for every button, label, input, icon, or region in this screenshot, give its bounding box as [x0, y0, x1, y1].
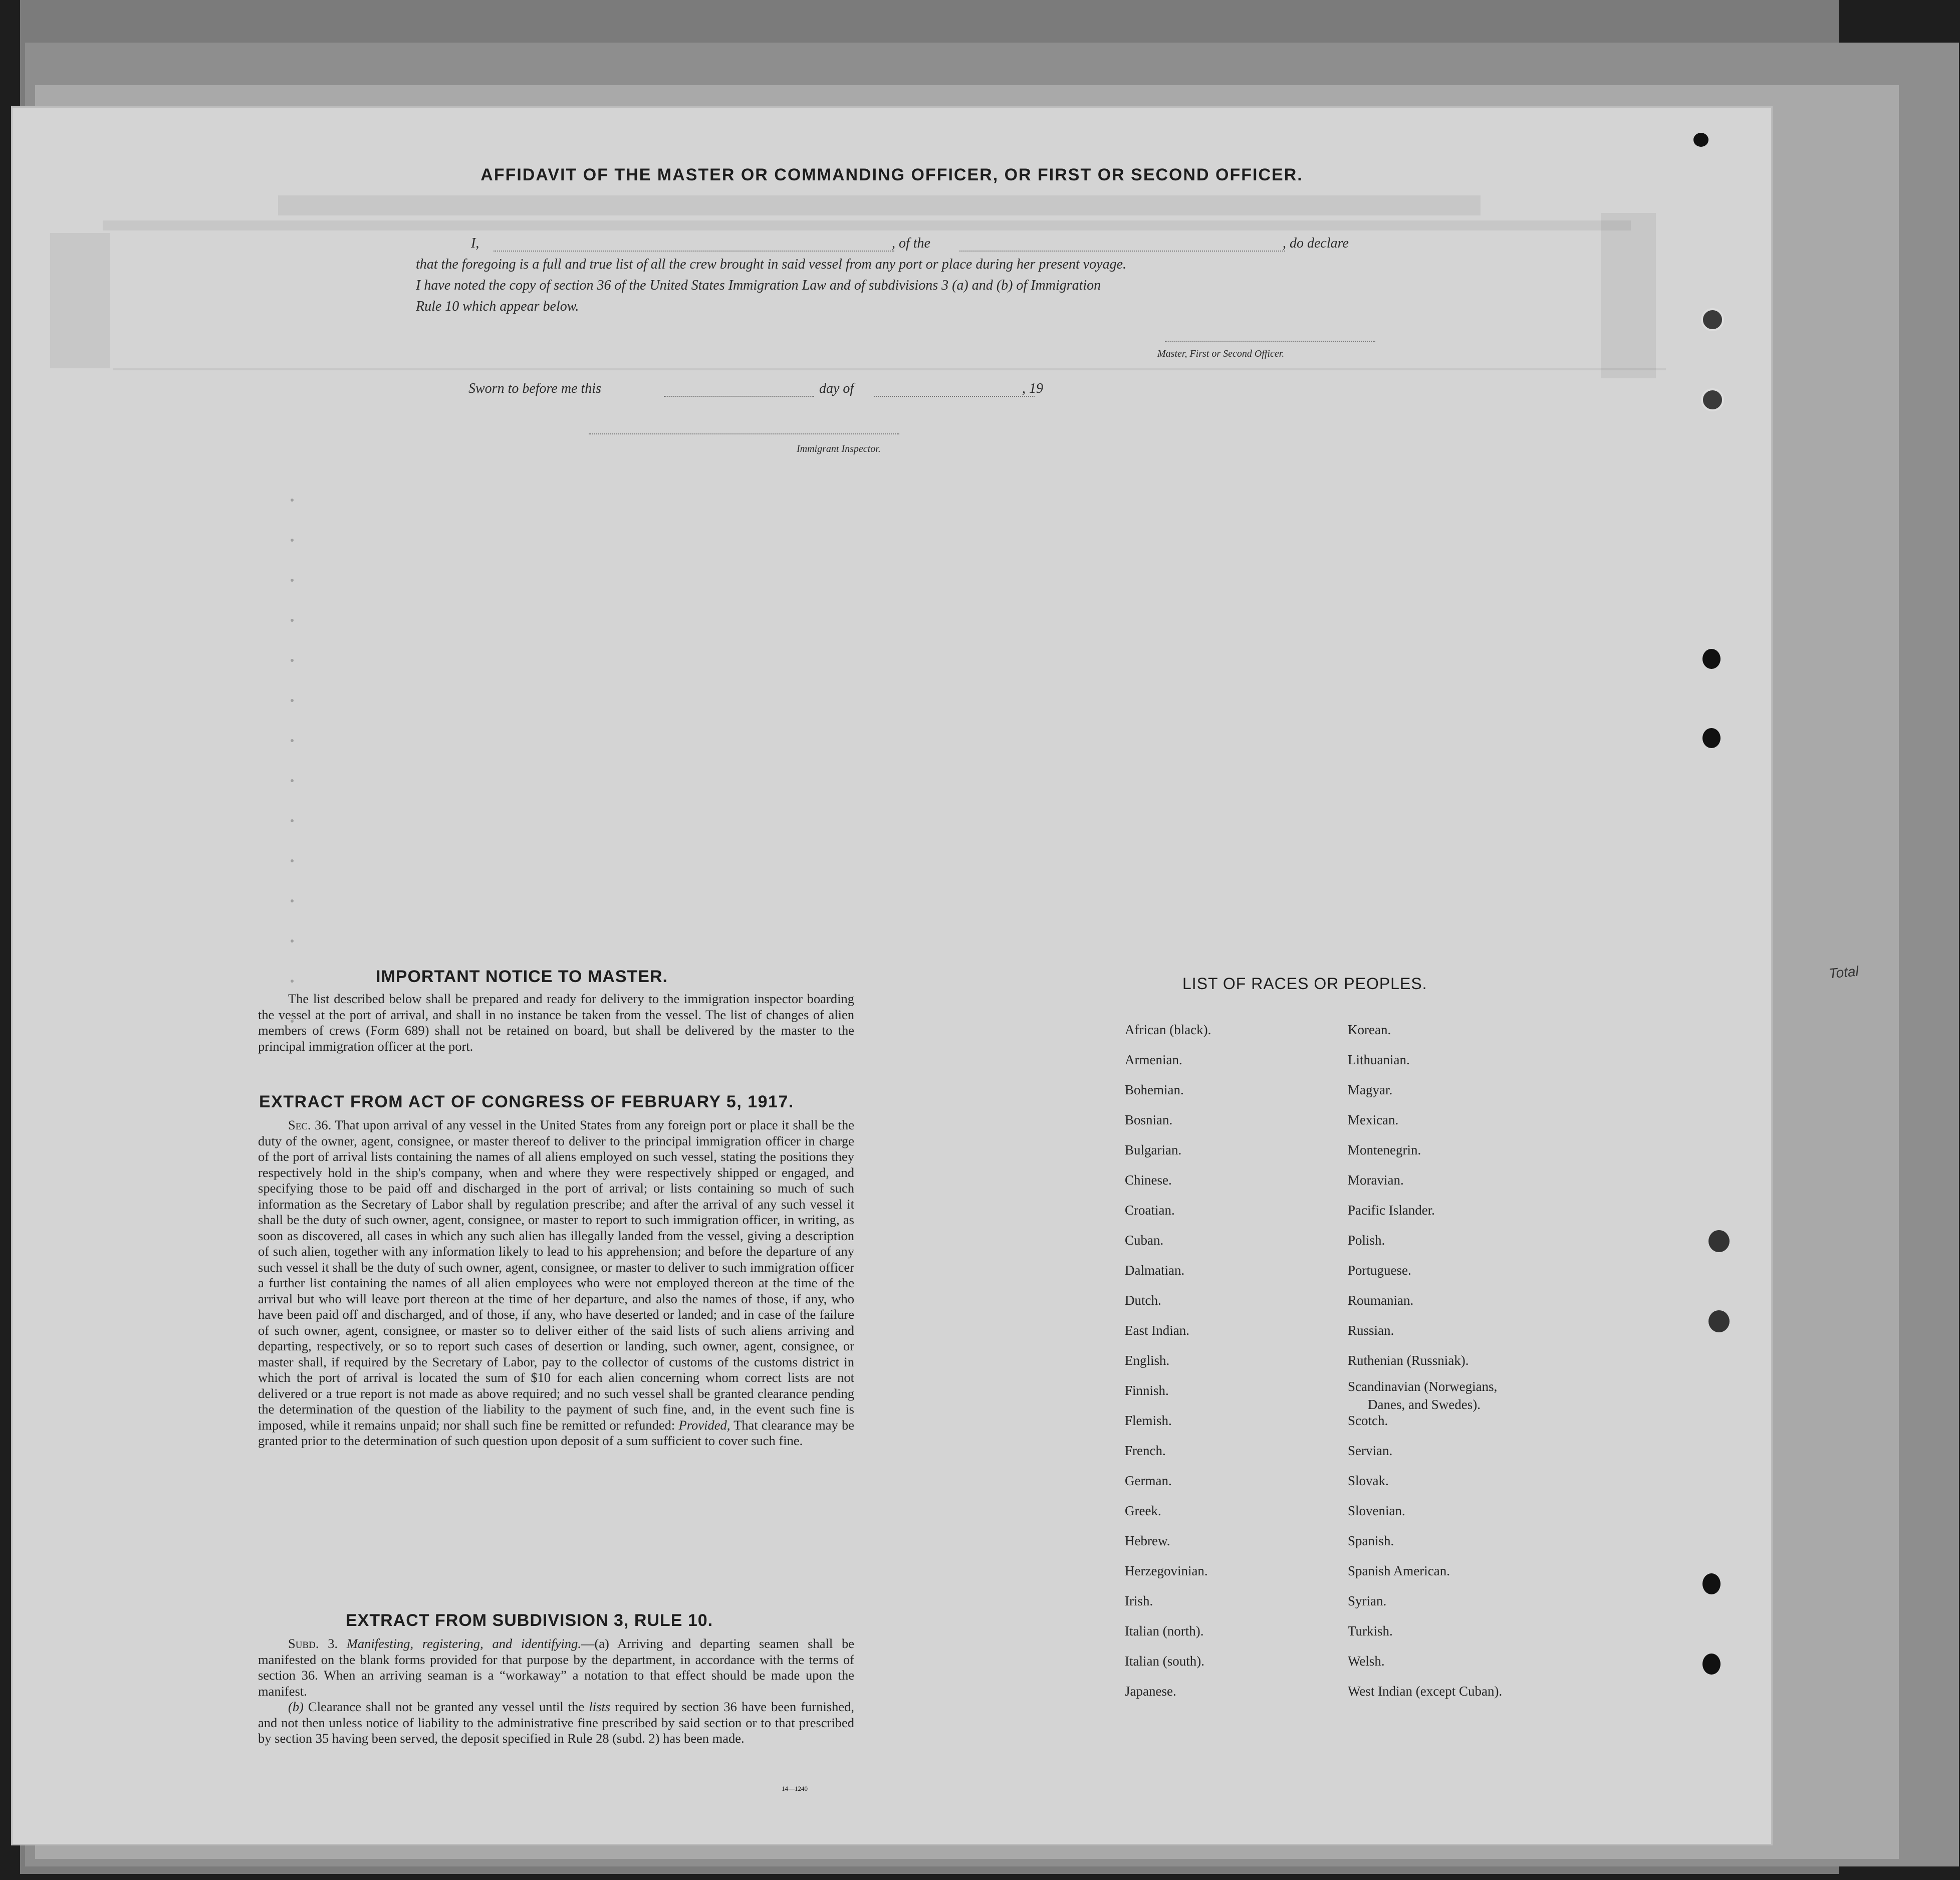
sec-label: Sec. 36.	[288, 1117, 332, 1132]
race-item: Cuban.	[1125, 1233, 1164, 1248]
form-page	[13, 108, 1771, 1844]
race-item: Portuguese.	[1348, 1263, 1411, 1278]
race-item: Mexican.	[1348, 1112, 1399, 1127]
ghost-dot	[291, 739, 294, 742]
race-item: Magyar.	[1348, 1082, 1393, 1097]
ghost-dot	[291, 859, 294, 862]
races-heading: LIST OF RACES OR PEOPLES.	[1182, 975, 1427, 993]
bleed-through-number-left	[50, 233, 110, 368]
form-number: 14—1240	[782, 1785, 808, 1792]
notice-heading: IMPORTANT NOTICE TO MASTER.	[376, 967, 668, 986]
race-item: Turkish.	[1348, 1623, 1393, 1638]
day-of-text: day of	[819, 381, 854, 396]
race-item: Scandinavian (Norwegians,	[1348, 1379, 1498, 1394]
subd-b-text-1: Clearance shall not be granted any vessel until the	[308, 1699, 585, 1714]
race-item: Roumanian.	[1348, 1293, 1414, 1308]
race-item: Bulgarian.	[1125, 1142, 1182, 1157]
act-heading: EXTRACT FROM ACT OF CONGRESS OF FEBRUARY 5, 1917.	[259, 1092, 794, 1111]
subd-b-lists: lists	[589, 1699, 611, 1714]
race-item: German.	[1125, 1473, 1172, 1488]
race-item: Lithuanian.	[1348, 1052, 1410, 1067]
punch-hole	[1702, 1573, 1721, 1594]
subd-title: Manifesting, registering, and identifying.	[346, 1636, 581, 1651]
race-item: Greek.	[1125, 1503, 1161, 1518]
affidavit-line-4: Rule 10 which appear below.	[416, 299, 579, 314]
affidavit-title: AFFIDAVIT OF THE MASTER OR COMMANDING OFFICER, OR FIRST OR SECOND OFFICER.	[480, 165, 1303, 184]
race-item: Bohemian.	[1125, 1082, 1184, 1097]
race-item: West Indian (except Cuban).	[1348, 1684, 1503, 1699]
bleed-through-title	[278, 195, 1481, 215]
punch-hole	[1702, 728, 1721, 748]
ghost-dot	[291, 539, 294, 542]
race-item: Bosnian.	[1125, 1112, 1173, 1127]
ghost-dot	[291, 779, 294, 782]
race-item: Italian (north).	[1125, 1623, 1204, 1638]
ghost-dot	[291, 939, 294, 943]
race-item: Finnish.	[1125, 1383, 1169, 1398]
race-item: Syrian.	[1348, 1593, 1387, 1608]
subd-b-text-2: required by section 36 have been furnished, and not then unless notice of liability to the administrative fine prescribed by said section or to that prescribed by section 35 having been served, the deposit specified in Rule 28 (subd. 2) has been made.	[258, 1699, 855, 1746]
punch-hole	[1701, 388, 1724, 411]
race-item: Spanish American.	[1348, 1563, 1450, 1578]
race-item: Croatian.	[1125, 1203, 1175, 1218]
race-item: Moravian.	[1348, 1172, 1404, 1188]
punch-hole	[1702, 649, 1721, 669]
race-item: Herzegovinian.	[1125, 1563, 1208, 1578]
race-item: Irish.	[1125, 1593, 1153, 1608]
act-text	[258, 1117, 854, 1449]
race-item: Welsh.	[1348, 1654, 1385, 1669]
race-item: East Indian.	[1125, 1323, 1189, 1338]
race-item: Dutch.	[1125, 1293, 1161, 1308]
bleed-through-rule	[113, 368, 1666, 370]
affidavit-declare: , do declare	[1283, 236, 1349, 251]
subd-a-text: —(a) Arriving and departing seamen shall be manifested on the blank forms provided for that purpose by the department, in accordance with the terms of section 36. When an arriving seaman is a “workaway” a notation to that effect should be made upon the manifest.	[258, 1636, 854, 1699]
race-item: Russian.	[1348, 1323, 1394, 1338]
affidavit-i: I,	[471, 236, 479, 251]
race-item: French.	[1125, 1443, 1166, 1458]
ghost-dot	[291, 619, 294, 622]
margin-note-total: Total	[1828, 963, 1859, 982]
sworn-day-field[interactable]	[664, 396, 814, 397]
race-item: Korean.	[1348, 1022, 1391, 1037]
race-item: Slovak.	[1348, 1473, 1389, 1488]
inspector-signature-line[interactable]	[589, 433, 899, 434]
back-punch-hole	[1708, 1310, 1730, 1332]
year-text: , 19	[1022, 381, 1043, 396]
name-field[interactable]	[494, 251, 894, 252]
subd-b-label: (b)	[288, 1699, 304, 1714]
back-punch-hole	[1708, 1230, 1730, 1252]
sworn-month-field[interactable]	[874, 396, 1035, 397]
ghost-dot	[291, 579, 294, 582]
bleed-through-subtitle	[103, 220, 1631, 230]
signature-line[interactable]	[1165, 341, 1375, 342]
ghost-dot	[291, 699, 294, 702]
race-item: Scotch.	[1348, 1413, 1388, 1428]
subd-label: Subd. 3.	[288, 1636, 338, 1651]
race-item: Italian (south).	[1125, 1654, 1204, 1669]
race-item: African (black).	[1125, 1022, 1211, 1037]
vessel-field[interactable]	[959, 251, 1285, 252]
race-item: English.	[1125, 1353, 1170, 1368]
ghost-dot	[291, 899, 294, 902]
ghost-dot	[291, 659, 294, 662]
race-item: Chinese.	[1125, 1172, 1172, 1188]
race-item: Dalmatian.	[1125, 1263, 1185, 1278]
ghost-dot	[291, 499, 294, 502]
provided-word: Provided,	[678, 1417, 730, 1433]
race-item: Servian.	[1348, 1443, 1393, 1458]
race-item: Pacific Islander.	[1348, 1203, 1435, 1218]
affidavit-line-2: that the foregoing is a full and true list of all the crew brought in said vessel from any port or place during her present voyage.	[416, 257, 1127, 272]
inspector-label: Immigrant Inspector.	[797, 443, 881, 454]
race-item: Japanese.	[1125, 1684, 1176, 1699]
affidavit-line-3: I have noted the copy of section 36 of the United States Immigration Law and of subdivisions 3 (a) and (b) of Immigration	[416, 278, 1101, 293]
rule-text	[258, 1636, 854, 1747]
race-item: Flemish.	[1125, 1413, 1172, 1428]
ghost-dot	[291, 819, 294, 822]
bleed-through-number	[1601, 213, 1656, 378]
race-item: Armenian.	[1125, 1052, 1182, 1067]
race-item: Hebrew.	[1125, 1533, 1170, 1548]
race-item: Polish.	[1348, 1233, 1385, 1248]
punch-hole	[1702, 1654, 1721, 1675]
punch-hole	[1701, 308, 1724, 331]
notice-text: The list described below shall be prepared and ready for delivery to the immigration inspector boarding the vessel at the port of arrival, and shall in no instance be taken from the vessel. The list of changes of alien members of crews (Form 689) shall not be retained on board, but shall be delivered by the master to the principal immigration officer at the port.	[258, 991, 854, 1054]
affidavit-of-the: , of the	[892, 236, 930, 251]
race-item: Slovenian.	[1348, 1503, 1405, 1518]
race-item-continuation: Danes, and Swedes).	[1368, 1397, 1481, 1412]
rule-heading: EXTRACT FROM SUBDIVISION 3, RULE 10.	[346, 1611, 713, 1630]
sworn-text: Sworn to before me this	[468, 381, 601, 396]
punch-hole	[1693, 133, 1708, 147]
act-body: That upon arrival of any vessel in the United States from any foreign port or place it shall be the duty of the owner, agent, consignee, or master thereof to deliver to the principal immigration officer in charge of the port of arrival lists containing the names of all aliens employed on such vessel, stating the positions they respectively hold in the ship's company, when and where they were respectively shipped or engaged, and specifying those to be paid off and discharged in the port of arrival; or lists containing so much of such information as the Secretary of Labor shall by regulation prescribe; and after the arrival of any such vessel it shall be the duty of such owner, agent, consignee, or master to report to such immigration officer, in writing, as soon as discovered, all cases in which any such alien has illegally landed from the vessel, giving a description of such alien, together with any information likely to lead to his apprehension; and before the departure of any such vessel it shall be the duty of such owner, agent, consignee, or master to deliver to such immigration officer a further list containing the names of all alien employees who were not employed thereon at the time of the arrival but who will leave port thereon at the time of her departure, and also the names of those, if any, who have been paid off and discharged, and of those, if any, who have deserted or landed; and in case of the failure of such owner, agent, consignee, or master so to deliver either of the said lists of such aliens arriving and departing, respectively, or so to report such cases of desertion or landing, such owner, agent, consignee, or master shall, if required by the Secretary of Labor, pay to the collector of customs of the customs district in which the port of arrival is located the sum of $10 for each alien concerning whom correct lists are not delivered or a true report is not made as above required; and no such vessel shall be granted clearance pending the determination of the question of the liability to the payment of such fine, and, in the event such fine is imposed, while it remains unpaid; nor shall such fine be remitted or refunded:	[258, 1117, 854, 1433]
act-body-end: That clearance may be granted prior to the determination of such question upon deposit of a sum sufficient to cover such fine.	[258, 1417, 855, 1448]
race-item: Ruthenian (Russniak).	[1348, 1353, 1469, 1368]
signature-label: Master, First or Second Officer.	[1157, 348, 1285, 359]
ghost-dot	[291, 980, 294, 983]
race-item: Spanish.	[1348, 1533, 1394, 1548]
race-item: Montenegrin.	[1348, 1142, 1421, 1157]
